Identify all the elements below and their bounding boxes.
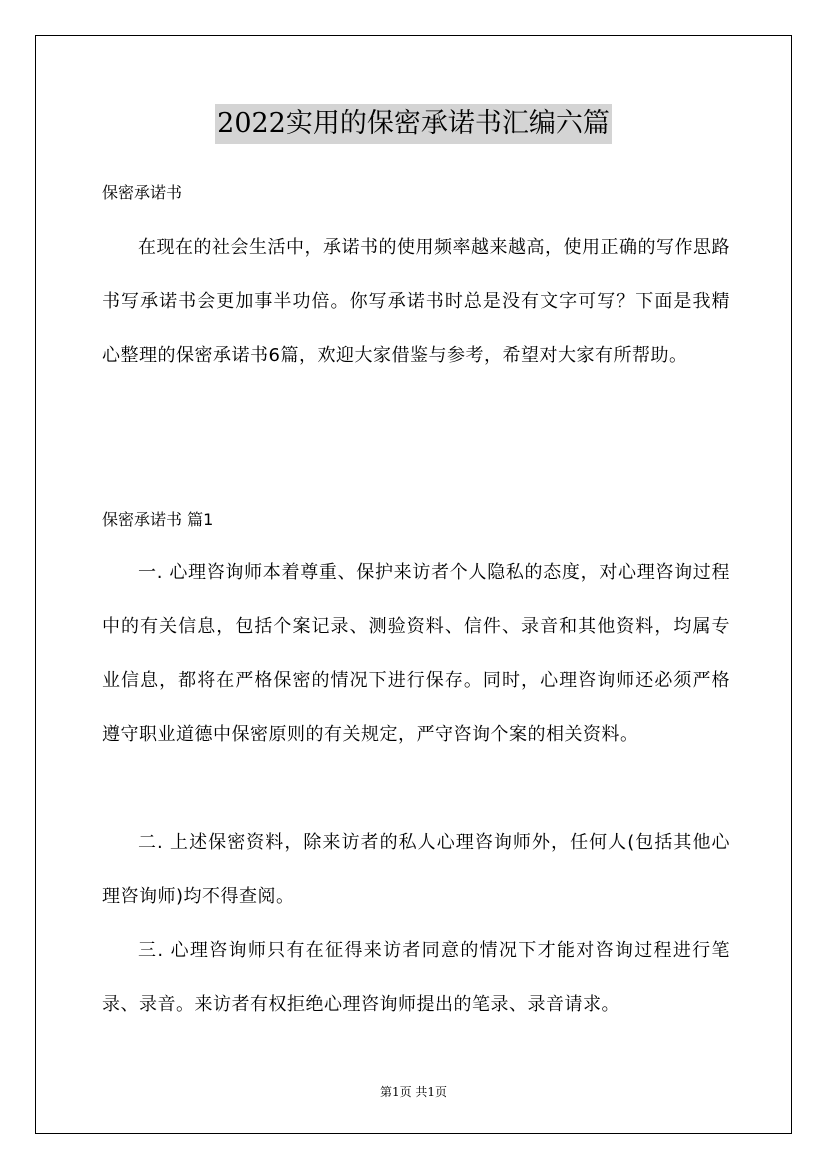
section-1-paragraph-2: 二. 上述保密资料，除来访者的私人心理咨询师外，任何人(包括其他心理咨询师)均不得查阅。 [102, 832, 730, 907]
section-1-paragraph-1: 一. 心理咨询师本着尊重、保护来访者个人隐私的态度，对心理咨询过程中的有关信息，包括个案记录、测验资料、信件、录音和其他资料，均属专业信息，都将在严格保密的情况下进行保存。同时，心理咨询师还必须严格遵守职业道德中保密原则的有关规定，严守咨询个案的相关资料。 [102, 562, 730, 745]
page-footer: 第1页 共1页 [379, 1085, 448, 1099]
section-1-paragraph-3: 三. 心理咨询师只有在征得来访者同意的情况下才能对咨询过程进行笔录、录音。来访者有权拒绝心理咨询师提出的笔录、录音请求。 [102, 940, 730, 1015]
document-title: 2022实用的保密承诺书汇编六篇 [215, 104, 612, 144]
intro-heading: 保密承诺书 [102, 183, 183, 202]
intro-paragraph: 在现在的社会生活中，承诺书的使用频率越来越高，使用正确的写作思路书写承诺书会更加事半功倍。你写承诺书时总是没有文字可写？下面是我精心整理的保密承诺书6篇，欢迎大家借鉴与参考，希望对大家有所帮助。 [102, 237, 730, 366]
section-1-heading: 保密承诺书 篇1 [102, 510, 214, 529]
document-title-wrapper [0, 103, 827, 144]
